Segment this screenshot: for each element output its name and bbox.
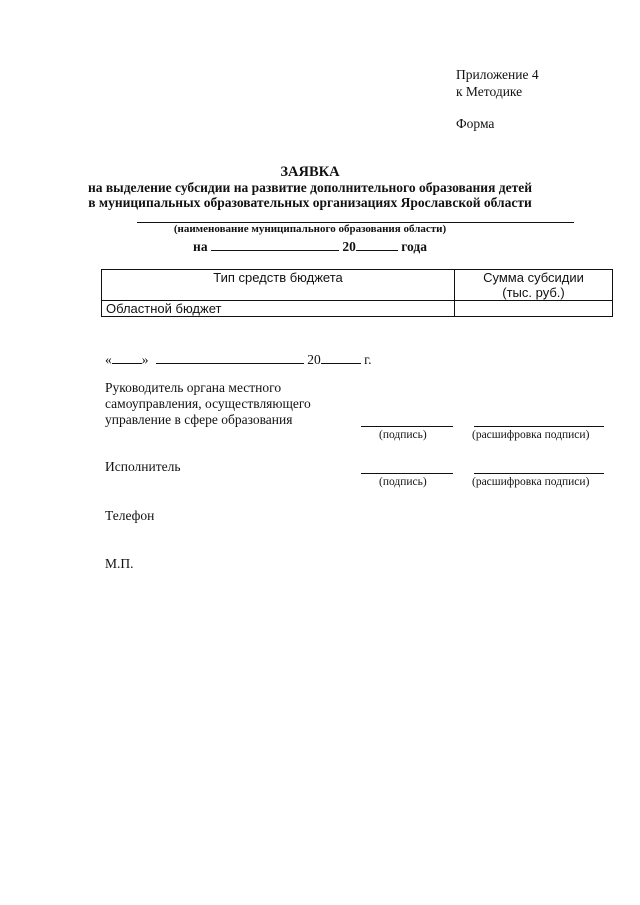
date-line: « » 20 г.: [105, 352, 372, 367]
phone-label: Телефон: [105, 508, 155, 523]
executor-decode-caption: (расшифровка подписи): [472, 476, 590, 488]
head-signature-caption: (подпись): [379, 429, 427, 441]
day-fill-blank[interactable]: [112, 351, 142, 364]
date-year-century: 20: [307, 352, 321, 367]
date-year-suffix: г.: [364, 352, 372, 367]
document-subtitle-line-2: в муниципальных образовательных организациях Ярославской области: [88, 195, 532, 210]
year-fill-blank[interactable]: [356, 238, 398, 251]
document-subtitle-line-1: на выделение субсидии на развитие дополнительного образования детей: [87, 180, 532, 195]
executor-signature-line[interactable]: [361, 473, 453, 474]
head-of-authority-label: Руководитель органа местного самоуправления, осуществляющего управление в сфере образования: [105, 380, 311, 427]
executor-name-decode-line[interactable]: [474, 473, 604, 474]
seal-label: М.П.: [105, 556, 134, 571]
head-decode-caption: (расшифровка подписи): [472, 429, 590, 441]
header-subsidy-amount-unit: (тыс. руб.): [502, 285, 565, 300]
executor-signature-caption: (подпись): [379, 476, 427, 488]
budget-table: [101, 269, 613, 317]
head-name-decode-line[interactable]: [474, 426, 604, 427]
appendix-line-1: Приложение 4: [456, 67, 539, 82]
header-subsidy-amount-label: Сумма субсидии: [483, 270, 584, 285]
appendix-line-2: к Методике: [456, 84, 523, 99]
appendix-reference: [456, 66, 539, 100]
header-subsidy-amount: [455, 270, 613, 301]
year-line: [0, 238, 620, 255]
date-fill-blank[interactable]: [211, 238, 339, 251]
date-year-fill-blank[interactable]: [321, 351, 361, 364]
month-fill-blank[interactable]: [156, 351, 304, 364]
table-row: [102, 301, 613, 317]
year-suffix: года: [401, 239, 427, 254]
year-century: 20: [342, 239, 356, 254]
cell-budget-type: Областной бюджет: [102, 301, 455, 317]
cell-subsidy-amount[interactable]: [455, 301, 613, 317]
municipality-caption: (наименование муниципального образования области): [173, 223, 447, 235]
year-prefix: на: [193, 239, 208, 254]
header-budget-type: Тип средств бюджета: [102, 270, 455, 301]
head-signature-line[interactable]: [361, 426, 453, 427]
form-label: Форма: [456, 116, 495, 131]
document-title: ЗАЯВКА: [280, 164, 340, 180]
executor-label: Исполнитель: [105, 459, 181, 474]
table-header-row: [102, 270, 613, 301]
